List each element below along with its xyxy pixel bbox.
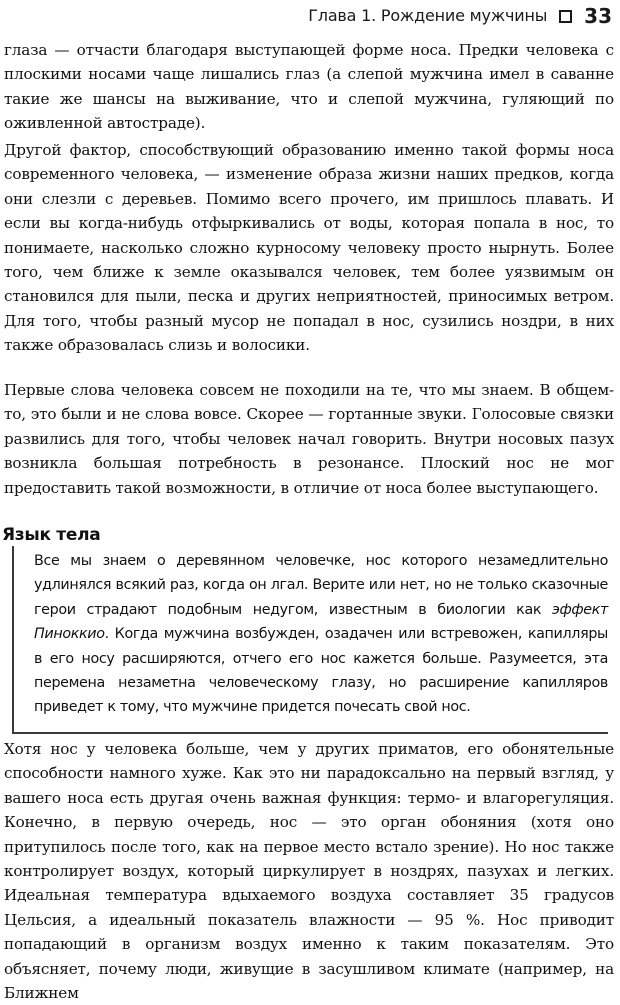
sidebar-emphasis: эффект Пиноккио: [34, 601, 608, 643]
sidebar-text-start: Все мы знаем о деревянном человечке, нос которого незамедлительно удлинялся всякий раз, когда он лгал. Верите или нет, но не только сказочные герои страдают подобным недугом, известным в биологии как: [34, 553, 608, 618]
page-number: 33: [584, 4, 612, 28]
chapter-title: Глава 1. Рождение мужчины: [308, 6, 548, 25]
running-header: [308, 6, 612, 26]
sidebar-text: [34, 549, 608, 720]
paragraph-1: глаза — отчасти благодаря выступающей форме носа. Предки человека с плоскими носами чаще лишались глаз (а слепой мужчина имел в саванне такие же шансы на выживание, что и слепой мужчина, гуляющий по оживленной автостраде).: [4, 41, 614, 133]
square-outline-icon: [559, 10, 572, 23]
paragraph-4: Хотя нос у человека больше, чем у других приматов, его обонятельные способности намного хуже. Как это ни парадоксально на первый взгляд, у вашего носа есть другая очень важная функция: термо- и влагорегуляция. Конечно, в первую очередь, нос — это орган обоняния (хотя оно притупилось после того, как на первое место встало зрение). Но нос также контролирует воздух, который циркулирует в ноздрях, пазухах и легких. Идеальная температура вдыхаемого воздуха составляет 35 градусов Цельсия, а идеальный показатель влажности — 95 %. Нос приводит попадающий в организм воздух именно к таким показателям. Это объясняет, почему люди, живущие в засушливом климате (например, на Ближнем: [4, 740, 614, 1003]
sidebar-text-end: . Когда мужчина возбужден, озадачен или встревожен, капилляры в его носу расширяются, отчего его нос кажется больше. Разумеется, эта перемена незаметна человеческому глазу, но расширение капилляров приведет к тому, что мужчине придется почесать свой нос.: [34, 626, 608, 716]
sidebar-box: [12, 546, 608, 734]
paragraph-3: Первые слова человека совсем не походили на те, что мы знаем. В общем-то, это были и не слова вовсе. Скорее — гортанные звуки. Голосовые связки развились для того, чтобы человек начал говорить. Внутри носовых пазух возникла большая потребность в резонансе. Плоский нос не мог предоставить такой возможности, в отличие от носа более выступающего.: [4, 381, 614, 497]
paragraph-2: Другой фактор, способствующий образованию именно такой формы носа современного человека, — изменение образа жизни наших предков, когда они слезли с деревьев. Помимо всего прочего, им пришлось плавать. И если вы когда-нибудь отфыркивались от воды, которая попала в нос, то понимаете, насколько сложно курносому человеку просто нырнуть. Более того, чем ближе к земле оказывался человек, тем более уязвимым он становился для пыли, песка и других неприятностей, приносимых ветром. Для того, чтобы разный мусор не попадал в нос, сузились ноздри, в них также образовалась слизь и волосики.: [4, 141, 614, 355]
sidebar-heading: Язык тела: [2, 525, 101, 545]
